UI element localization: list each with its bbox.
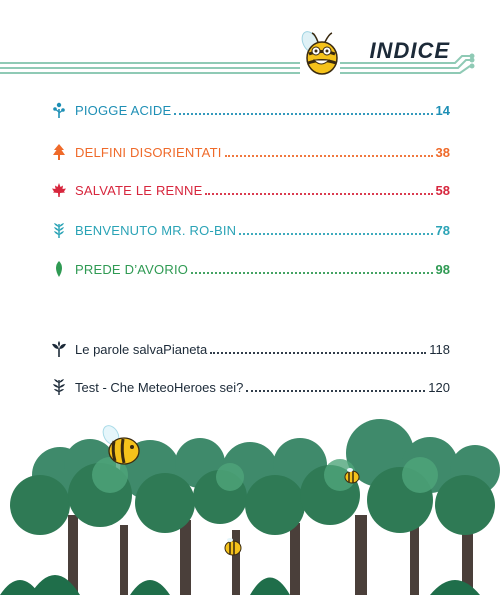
toc-row-chapter-4[interactable] [50, 220, 450, 240]
dot-leader [191, 272, 432, 274]
chapter-title: SALVATE LE RENNE [75, 182, 203, 198]
dot-leader [174, 113, 432, 115]
chapter-title: PREDE D’AVORIO [75, 261, 189, 277]
leaf-icon [50, 260, 68, 278]
page-number: 120 [428, 379, 450, 395]
extra-title: Le parole salvaPianeta [75, 341, 208, 357]
chapter-title: DELFINI DISORIENTATI [75, 144, 222, 160]
dot-leader [225, 155, 433, 157]
dot-leader [239, 233, 432, 235]
dot-leader [205, 193, 432, 195]
herb-icon [50, 378, 68, 396]
bee-icon [342, 467, 362, 485]
page-number: 14 [435, 102, 450, 118]
page-number: 78 [435, 222, 450, 238]
toc-row-glossary[interactable] [50, 339, 450, 359]
page-number: 38 [435, 144, 450, 160]
toc-row-chapter-2[interactable] [50, 142, 450, 162]
toc-row-test[interactable] [50, 377, 450, 397]
toc-row-chapter-1[interactable] [50, 100, 450, 120]
page-number: 118 [429, 341, 450, 357]
pine-tree-icon [50, 143, 68, 161]
plant-icon [50, 340, 68, 358]
dot-leader [210, 352, 426, 354]
bee-mascot-icon [298, 28, 346, 78]
chapter-title: PIOGGE ACIDE [75, 102, 172, 118]
dot-leader [246, 390, 425, 392]
extra-title: Test - Che MeteoHeroes sei? [75, 379, 244, 395]
page-number: 98 [435, 261, 450, 277]
sprout-icon [50, 101, 68, 119]
page-title: INDICE [369, 38, 450, 63]
forest-illustration [0, 415, 500, 595]
wheat-icon [50, 221, 68, 239]
chapter-title: BENVENUTO MR. RO-BIN [75, 222, 237, 238]
toc-row-chapter-3[interactable] [50, 180, 450, 200]
maple-leaf-icon [50, 181, 68, 199]
bee-icon [222, 537, 244, 557]
toc-row-chapter-5[interactable] [50, 259, 450, 279]
page-number: 58 [435, 182, 450, 198]
bee-icon [97, 425, 143, 469]
